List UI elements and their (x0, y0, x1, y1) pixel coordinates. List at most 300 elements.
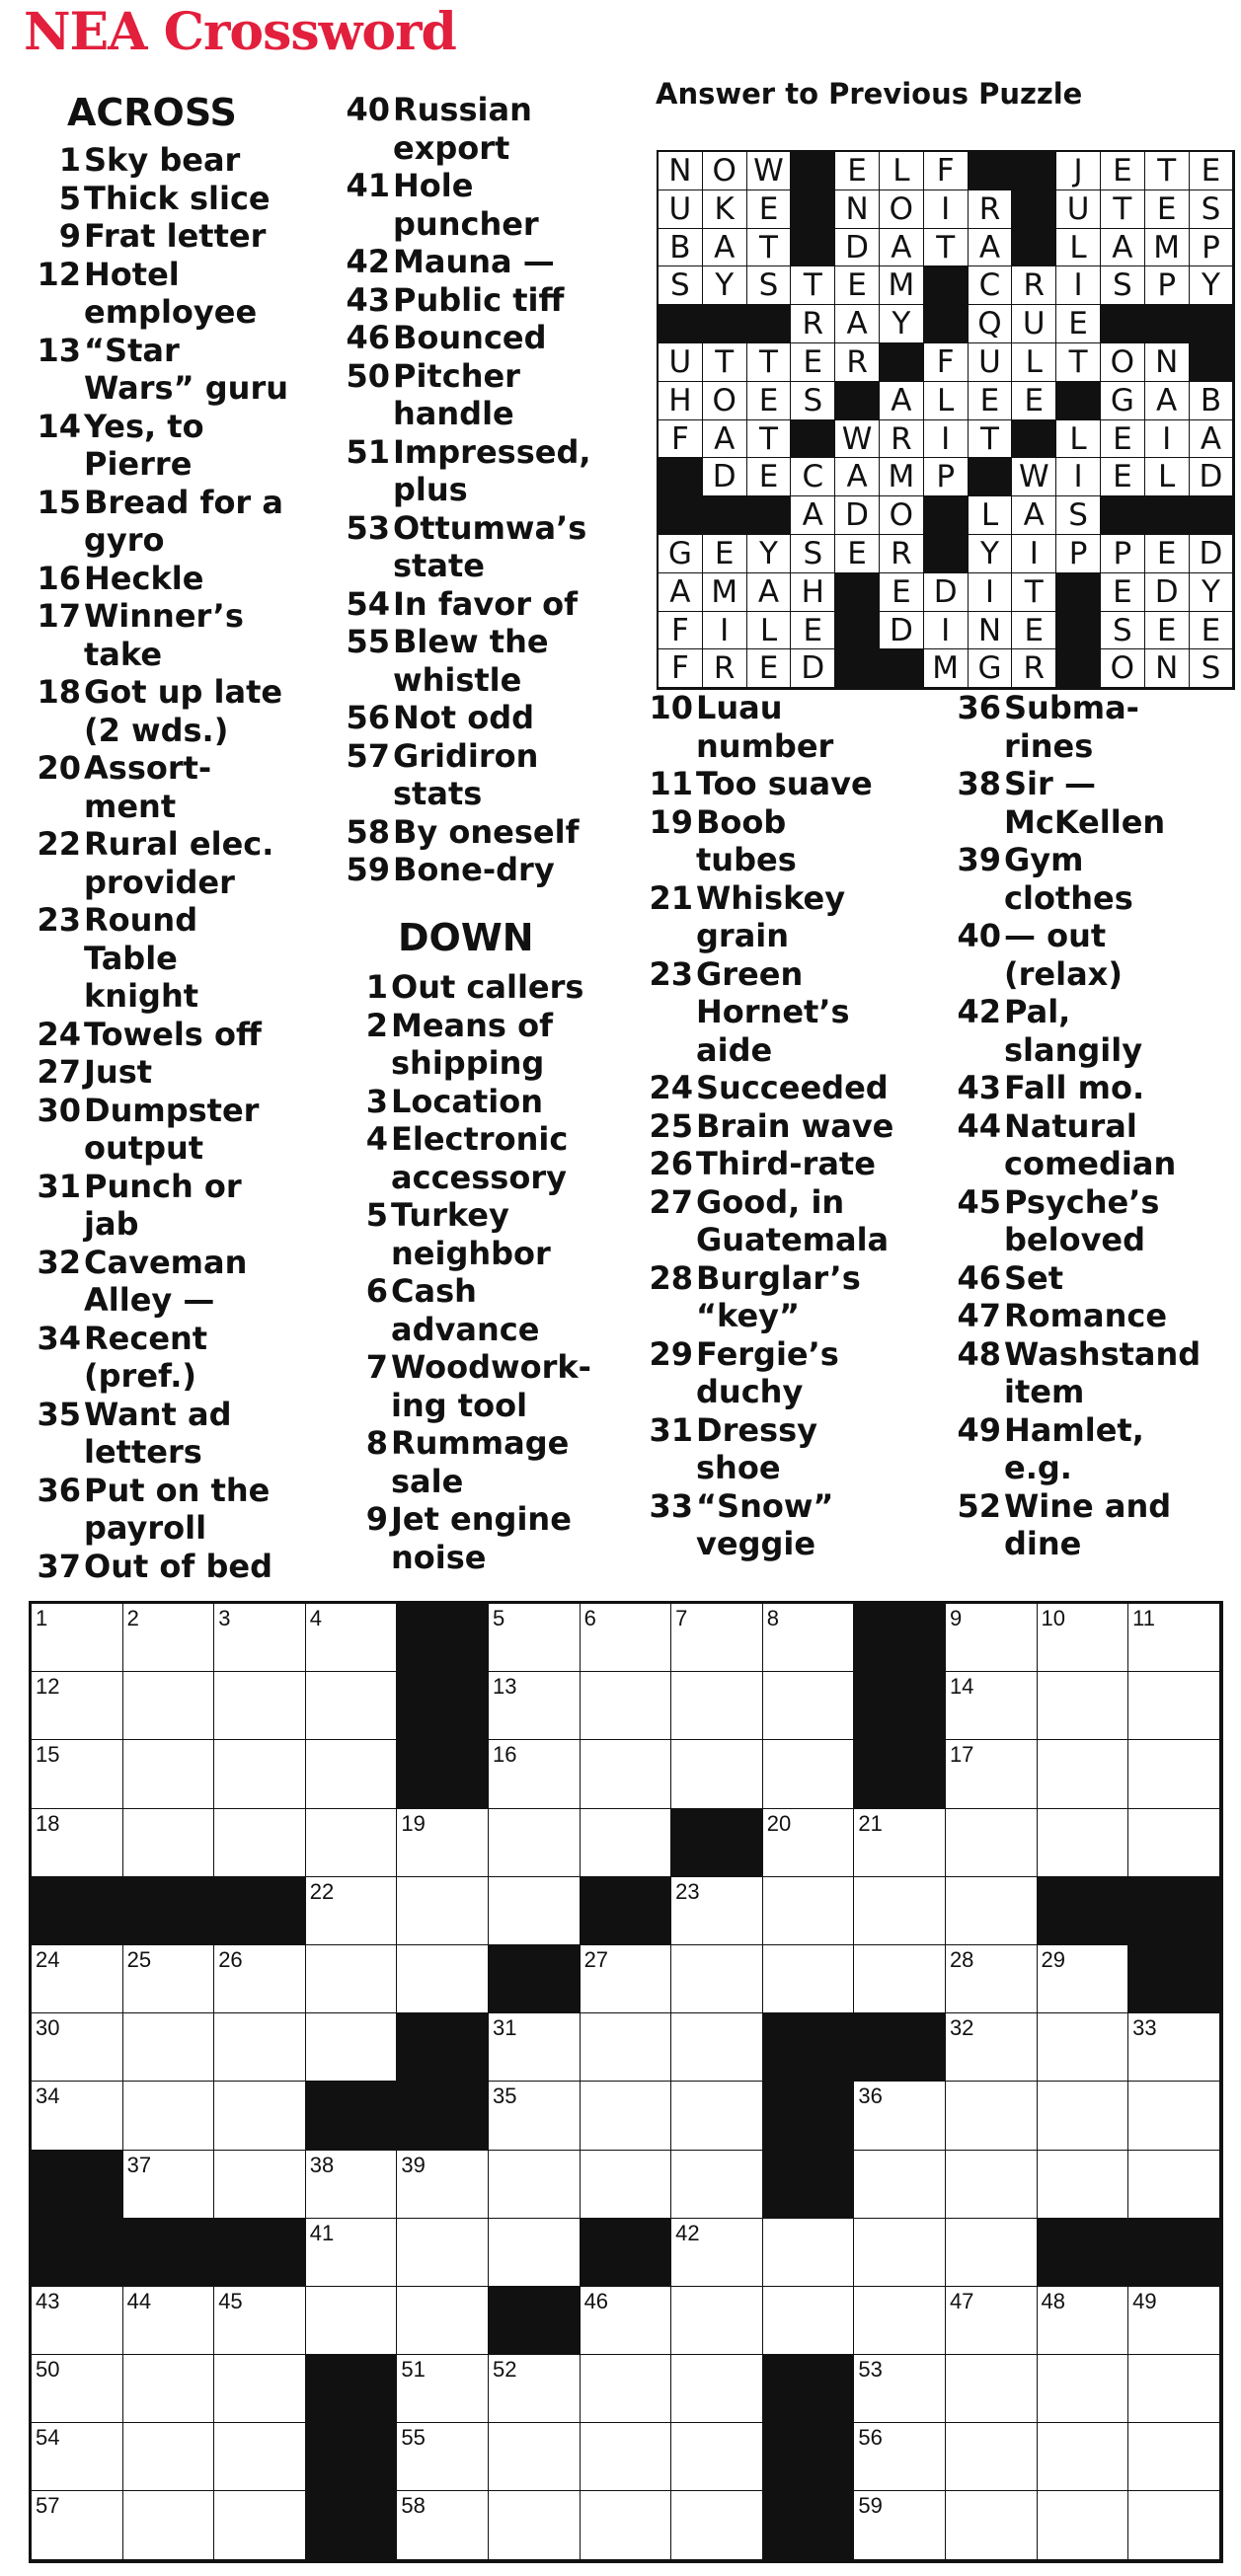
crossword-grid (29, 1601, 1223, 2563)
grid-cell[interactable] (1038, 2013, 1129, 2082)
clue-text: Woodwork- ing tool (391, 1348, 591, 1424)
clue-text: Hole puncher (393, 167, 539, 243)
clue-number: 9 (365, 1500, 388, 1538)
grid-cell[interactable] (489, 2423, 581, 2491)
grid-cell[interactable] (32, 2355, 123, 2423)
grid-block (397, 2013, 489, 2082)
down-heading: DOWN (398, 916, 534, 959)
grid-cell[interactable] (946, 1809, 1038, 1877)
clue-text: Natural comedian (1004, 1106, 1177, 1182)
answer-letter: F (659, 649, 703, 688)
clue-number: 12 (37, 255, 81, 293)
answer-letter: A (880, 382, 924, 420)
answer-letter: E (1056, 305, 1101, 343)
cell-number: 7 (675, 1606, 688, 1630)
grid-cell[interactable] (581, 2491, 672, 2559)
grid-cell[interactable] (581, 2355, 672, 2423)
grid-cell[interactable] (32, 2082, 123, 2150)
answer-letter: H (791, 573, 835, 612)
grid-cell[interactable] (214, 1809, 306, 1877)
cell-number: 49 (1132, 2288, 1157, 2313)
grid-cell[interactable] (123, 2423, 215, 2491)
clue-number: 47 (957, 1297, 1001, 1334)
grid-cell[interactable] (32, 2491, 123, 2559)
clue-text: Pitcher handle (393, 356, 520, 432)
answer-letter: U (659, 190, 703, 229)
grid-cell[interactable] (763, 1877, 855, 1945)
grid-cell[interactable] (946, 2151, 1038, 2219)
cell-number: 41 (309, 2220, 335, 2245)
grid-cell[interactable] (123, 2082, 215, 2150)
answer-letter: E (1145, 190, 1190, 229)
grid-cell[interactable] (1128, 1604, 1220, 1672)
grid-cell[interactable] (489, 2013, 581, 2082)
grid-cell[interactable] (214, 2287, 306, 2355)
grid-cell[interactable] (306, 1740, 398, 1808)
previous-puzzle-heading: Answer to Previous Puzzle (656, 77, 1083, 111)
clue-number: 17 (37, 597, 81, 635)
answer-letter: I (1012, 535, 1056, 573)
grid-cell[interactable] (946, 1740, 1038, 1808)
answer-letter: A (659, 573, 703, 612)
grid-cell[interactable] (489, 2151, 581, 2219)
grid-cell[interactable] (489, 2355, 581, 2423)
grid-cell[interactable] (581, 1604, 672, 1672)
grid-cell[interactable] (397, 1945, 489, 2013)
cell-number: 24 (36, 1946, 60, 1972)
answer-letter: I (1145, 420, 1190, 459)
grid-cell[interactable] (671, 2219, 763, 2287)
grid-block (214, 2219, 306, 2287)
grid-cell[interactable] (397, 1877, 489, 1945)
cell-number: 32 (949, 2015, 974, 2041)
answer-letter: M (880, 266, 924, 305)
grid-cell[interactable] (581, 2423, 672, 2491)
clue-item (942, 1069, 1238, 1107)
grid-block (763, 2355, 855, 2423)
cell-number: 12 (36, 1674, 60, 1700)
grid-cell[interactable] (671, 2491, 763, 2559)
grid-cell[interactable] (671, 1877, 763, 1945)
grid-cell[interactable] (671, 2151, 763, 2219)
answer-letter: I (924, 612, 969, 650)
grid-cell[interactable] (489, 1877, 581, 1945)
clue-text: Set (1004, 1258, 1064, 1297)
grid-cell[interactable] (854, 2151, 946, 2219)
clue-item (636, 1069, 942, 1107)
answer-letter: A (880, 229, 924, 267)
grid-cell[interactable] (489, 2491, 581, 2559)
page-title: NEA Crossword (24, 2, 456, 62)
grid-cell[interactable] (1038, 1809, 1129, 1877)
grid-cell[interactable] (397, 2491, 489, 2559)
grid-cell[interactable] (671, 1740, 763, 1808)
previous-puzzle-answer-grid (657, 150, 1235, 690)
grid-block (854, 1740, 946, 1808)
clue-text: Rural elec. provider (84, 825, 274, 901)
grid-cell[interactable] (214, 1945, 306, 2013)
grid-cell[interactable] (671, 2355, 763, 2423)
grid-cell[interactable] (1038, 2491, 1129, 2559)
answer-letter: A (747, 573, 792, 612)
answer-block (969, 152, 1013, 190)
grid-cell[interactable] (32, 1604, 123, 1672)
clue-text: Romance (1004, 1297, 1168, 1334)
cell-number: 30 (36, 2015, 60, 2041)
clue-text: Heckle (84, 559, 204, 597)
clue-text: “Snow” veggie (696, 1486, 834, 1562)
grid-cell[interactable] (306, 2287, 398, 2355)
answer-block (791, 420, 835, 459)
grid-cell[interactable] (671, 2082, 763, 2150)
cell-number: 21 (858, 1810, 883, 1836)
grid-cell[interactable] (946, 2287, 1038, 2355)
grid-cell[interactable] (123, 2151, 215, 2219)
clue-item (942, 841, 1238, 917)
grid-cell[interactable] (214, 2082, 306, 2150)
grid-block (397, 1740, 489, 1808)
grid-cell[interactable] (32, 2287, 123, 2355)
grid-cell[interactable] (946, 2355, 1038, 2423)
grid-cell[interactable] (1038, 2082, 1129, 2150)
answer-letter: E (880, 573, 924, 612)
grid-cell[interactable] (1128, 2287, 1220, 2355)
grid-block (854, 1672, 946, 1740)
clue-item (636, 955, 942, 1070)
grid-cell[interactable] (489, 1740, 581, 1808)
grid-cell[interactable] (854, 1877, 946, 1945)
grid-cell[interactable] (1128, 2355, 1220, 2423)
answer-block (703, 305, 747, 343)
grid-cell[interactable] (671, 1672, 763, 1740)
grid-cell[interactable] (763, 1945, 855, 2013)
answer-letter: T (1012, 573, 1056, 612)
grid-cell[interactable] (123, 2013, 215, 2082)
clue-number: 3 (365, 1082, 388, 1120)
clue-number: 46 (346, 319, 390, 356)
grid-cell[interactable] (214, 2013, 306, 2082)
grid-cell[interactable] (854, 2423, 946, 2491)
answer-letter: I (924, 190, 969, 229)
grid-cell[interactable] (306, 1809, 398, 1877)
clue-number: 50 (346, 356, 390, 395)
grid-cell[interactable] (671, 1945, 763, 2013)
grid-cell[interactable] (123, 1945, 215, 2013)
clue-item (329, 1348, 625, 1424)
clue-number: 55 (346, 623, 390, 660)
clue-text: Impressed, plus (393, 432, 591, 508)
grid-cell[interactable] (397, 2423, 489, 2491)
grid-cell[interactable] (671, 1604, 763, 1672)
answer-block (1012, 420, 1056, 459)
grid-cell[interactable] (1128, 1740, 1220, 1808)
clue-text: Russian export (393, 91, 532, 167)
clue-item (942, 1107, 1238, 1183)
clue-item (636, 803, 942, 879)
clue-item (20, 560, 326, 598)
grid-cell[interactable] (489, 1604, 581, 1672)
grid-cell[interactable] (854, 2491, 946, 2559)
answer-letter: P (1056, 535, 1101, 573)
clue-number: 24 (37, 1015, 81, 1053)
grid-cell[interactable] (306, 2151, 398, 2219)
grid-cell[interactable] (489, 2219, 581, 2287)
clue-number: 42 (346, 243, 390, 280)
answer-letter: W (1012, 458, 1056, 496)
grid-cell[interactable] (32, 1740, 123, 1808)
grid-cell[interactable] (32, 1945, 123, 2013)
grid-cell[interactable] (763, 1740, 855, 1808)
grid-cell[interactable] (214, 1604, 306, 1672)
grid-cell[interactable] (306, 1672, 398, 1740)
answer-letter: D (1190, 458, 1234, 496)
grid-cell[interactable] (946, 2082, 1038, 2150)
clue-item (942, 1183, 1238, 1259)
grid-block (763, 2082, 855, 2150)
clue-number: 36 (37, 1471, 81, 1509)
clue-number: 34 (37, 1319, 81, 1357)
grid-cell[interactable] (32, 1809, 123, 1877)
grid-cell[interactable] (581, 2151, 672, 2219)
grid-cell[interactable] (854, 2355, 946, 2423)
answer-letter: P (924, 458, 969, 496)
grid-cell[interactable] (489, 2082, 581, 2150)
cell-number: 51 (401, 2357, 426, 2383)
clue-number: 14 (37, 407, 81, 445)
clue-number: 7 (365, 1348, 388, 1386)
grid-cell[interactable] (854, 1945, 946, 2013)
grid-cell[interactable] (763, 1672, 855, 1740)
grid-cell[interactable] (1038, 1945, 1129, 2013)
answer-block (924, 266, 969, 305)
grid-cell[interactable] (1128, 1809, 1220, 1877)
grid-cell[interactable] (581, 1740, 672, 1808)
grid-cell[interactable] (671, 2013, 763, 2082)
clue-text: Means of shipping (391, 1006, 554, 1082)
grid-cell[interactable] (123, 2355, 215, 2423)
grid-cell[interactable] (763, 2219, 855, 2287)
grid-cell[interactable] (397, 2355, 489, 2423)
clue-item (329, 1083, 625, 1121)
grid-cell[interactable] (214, 2355, 306, 2423)
grid-cell[interactable] (489, 1672, 581, 1740)
grid-cell[interactable] (214, 1740, 306, 1808)
answer-block (1056, 612, 1101, 650)
clue-number: 1 (365, 968, 388, 1006)
grid-cell[interactable] (32, 2423, 123, 2491)
clue-text: Succeeded (696, 1069, 889, 1106)
grid-cell[interactable] (123, 2491, 215, 2559)
answer-letter: R (835, 343, 880, 382)
clue-item (20, 1053, 326, 1092)
grid-cell[interactable] (763, 1809, 855, 1877)
grid-cell[interactable] (1128, 2423, 1220, 2491)
answer-letter: S (1190, 190, 1234, 229)
answer-letter: E (1012, 382, 1056, 420)
grid-cell[interactable] (946, 1945, 1038, 2013)
answer-letter: I (1056, 266, 1101, 305)
answer-letter: O (880, 190, 924, 229)
grid-cell[interactable] (1038, 2151, 1129, 2219)
down-clues-column-4 (942, 689, 1238, 1563)
grid-cell[interactable] (854, 2219, 946, 2287)
grid-cell[interactable] (1038, 2423, 1129, 2491)
grid-cell[interactable] (1038, 2287, 1129, 2355)
grid-block (306, 2491, 398, 2559)
answer-letter: S (747, 266, 792, 305)
grid-cell[interactable] (397, 2219, 489, 2287)
grid-cell[interactable] (581, 2082, 672, 2150)
clue-item (942, 1297, 1238, 1335)
grid-cell[interactable] (32, 1672, 123, 1740)
grid-cell[interactable] (1038, 2355, 1129, 2423)
clue-item (20, 749, 326, 825)
grid-cell[interactable] (123, 1672, 215, 1740)
grid-cell[interactable] (214, 1672, 306, 1740)
answer-letter: O (1101, 649, 1145, 688)
answer-letter: D (791, 649, 835, 688)
grid-cell[interactable] (214, 2423, 306, 2491)
answer-letter: E (747, 190, 792, 229)
down-clues-column-2 (329, 968, 625, 1576)
clue-number: 11 (649, 765, 693, 802)
grid-cell[interactable] (306, 2219, 398, 2287)
answer-block (1101, 305, 1145, 343)
clue-item (329, 813, 625, 852)
clue-text: Dressy shoe (696, 1410, 817, 1486)
clue-text: Round Table knight (84, 901, 199, 1015)
answer-letter: R (791, 305, 835, 343)
grid-cell[interactable] (306, 1945, 398, 2013)
grid-cell[interactable] (214, 2151, 306, 2219)
grid-cell[interactable] (306, 1604, 398, 1672)
grid-cell[interactable] (214, 2491, 306, 2559)
grid-cell[interactable] (671, 2287, 763, 2355)
grid-cell[interactable] (854, 2082, 946, 2150)
grid-cell[interactable] (946, 2423, 1038, 2491)
clue-item (329, 1424, 625, 1500)
grid-cell[interactable] (1128, 2151, 1220, 2219)
grid-cell[interactable] (123, 1740, 215, 1808)
grid-cell[interactable] (123, 2287, 215, 2355)
grid-cell[interactable] (854, 2287, 946, 2355)
grid-cell[interactable] (946, 1672, 1038, 1740)
answer-letter: H (659, 382, 703, 420)
grid-cell[interactable] (581, 2287, 672, 2355)
grid-cell[interactable] (489, 1809, 581, 1877)
answer-letter: B (1190, 382, 1234, 420)
clue-item (20, 408, 326, 484)
grid-cell[interactable] (946, 1877, 1038, 1945)
grid-cell[interactable] (946, 2013, 1038, 2082)
answer-letter: U (1012, 305, 1056, 343)
clue-item (636, 1145, 942, 1183)
clue-item (20, 256, 326, 332)
clue-text: Assort- ment (84, 749, 212, 825)
clue-text: Good, in Guatemala (696, 1182, 890, 1258)
answer-letter: F (924, 343, 969, 382)
grid-cell[interactable] (1128, 2013, 1220, 2082)
cell-number: 5 (492, 1606, 505, 1630)
clue-number: 21 (649, 878, 693, 917)
clue-number: 53 (346, 508, 390, 547)
grid-cell[interactable] (1038, 1604, 1129, 1672)
answer-letter: U (969, 343, 1013, 382)
answer-letter: R (1012, 649, 1056, 688)
grid-block (214, 1877, 306, 1945)
clue-number: 59 (346, 851, 390, 888)
grid-cell[interactable] (123, 1809, 215, 1877)
grid-cell[interactable] (671, 2423, 763, 2491)
clue-number: 42 (957, 993, 1001, 1030)
grid-cell[interactable] (946, 2491, 1038, 2559)
grid-block (306, 2423, 398, 2491)
answer-letter: D (880, 612, 924, 650)
clue-item (942, 1487, 1238, 1563)
answer-letter: N (659, 152, 703, 190)
grid-cell[interactable] (581, 1945, 672, 2013)
clue-text: Sir — McKellen (1004, 765, 1166, 841)
answer-block (1056, 649, 1101, 688)
clue-number: 43 (957, 1069, 1001, 1106)
grid-cell[interactable] (854, 1809, 946, 1877)
grid-cell[interactable] (1038, 1740, 1129, 1808)
answer-letter: E (835, 266, 880, 305)
grid-cell[interactable] (581, 1672, 672, 1740)
clue-text: Gym clothes (1004, 841, 1133, 917)
grid-cell[interactable] (946, 2219, 1038, 2287)
answer-block (880, 649, 924, 688)
answer-letter: A (791, 496, 835, 535)
grid-cell[interactable] (581, 1809, 672, 1877)
grid-cell[interactable] (306, 2013, 398, 2082)
grid-cell[interactable] (306, 1877, 398, 1945)
grid-cell[interactable] (397, 1809, 489, 1877)
answer-letter: Y (703, 266, 747, 305)
clue-item (329, 1272, 625, 1348)
clue-text: Recent (pref.) (84, 1319, 208, 1395)
cell-number: 22 (309, 1878, 335, 1904)
clue-item (942, 689, 1238, 765)
clue-text: Towels off (84, 1015, 262, 1053)
grid-cell[interactable] (397, 2151, 489, 2219)
grid-block (489, 1945, 581, 2013)
answer-letter: S (1056, 496, 1101, 535)
answer-letter: Y (747, 535, 792, 573)
grid-cell[interactable] (1128, 2082, 1220, 2150)
answer-block (791, 152, 835, 190)
grid-cell[interactable] (946, 1604, 1038, 1672)
grid-cell[interactable] (1128, 2491, 1220, 2559)
grid-cell[interactable] (32, 2013, 123, 2082)
grid-cell[interactable] (581, 2013, 672, 2082)
clue-text: Third-rate (696, 1145, 876, 1182)
clue-item (20, 180, 326, 218)
grid-cell[interactable] (1038, 1672, 1129, 1740)
answer-letter: A (1190, 420, 1234, 459)
clue-text: Fergie’s duchy (696, 1334, 839, 1410)
clue-number: 8 (365, 1424, 388, 1462)
cell-number: 4 (309, 1606, 323, 1630)
answer-letter: E (1145, 612, 1190, 650)
grid-cell[interactable] (763, 2287, 855, 2355)
cell-number: 53 (858, 2357, 883, 2383)
grid-cell[interactable] (397, 2287, 489, 2355)
grid-cell[interactable] (123, 1604, 215, 1672)
grid-cell[interactable] (763, 1604, 855, 1672)
grid-cell[interactable] (1128, 1672, 1220, 1740)
grid-block (1038, 2219, 1129, 2287)
